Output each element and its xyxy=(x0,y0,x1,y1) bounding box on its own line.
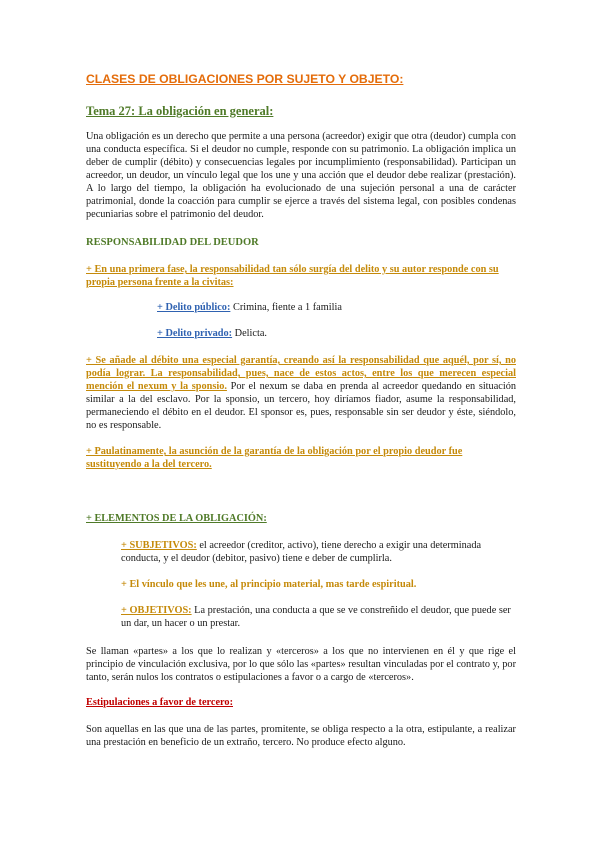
delito-publico-label: + Delito público: xyxy=(157,302,231,313)
tema-heading: Tema 27: La obligación en general: xyxy=(86,104,274,118)
objetivos-label: + OBJETIVOS: xyxy=(121,605,192,616)
intro-paragraph: Una obligación es un derecho que permite a una persona (acreedor) exigir que otra (deudor) cumpla con una conducta específica. Si el deudor no cumple, responde con su patrimonio. La obligación implica un deber de cumplir (débito) y consecuencias legales por incumplimiento (responsabilidad). Participan un acreedor, un deudor, un vínculo legal que los une y una acción que el deudor debe realizar (prestación). A lo largo del tiempo, la obligación ha evolucionado de una sujeción personal a una de carácter patrimonial, donde la coacción para cumplir se ejerce a través del sistema legal, con posibles condenas pecuniarias sobre el patrimonio del deudor. xyxy=(86,131,516,220)
garantia-paragraph xyxy=(86,354,516,432)
paulatinamente-paragraph: + Paulatinamente, la asunción de la garantía de la obligación por el propio deudor fue sustituyendo a la del tercero. xyxy=(86,446,463,470)
delito-privado-text: Delicta. xyxy=(232,328,267,339)
subjetivos-label: + SUBJETIVOS: xyxy=(121,540,197,551)
estipulaciones-heading: Estipulaciones a favor de tercero: xyxy=(86,697,233,708)
vinculo-item: + El vínculo que les une, al principio material, mas tarde espiritual. xyxy=(121,579,417,590)
delito-publico-text: Crimina, fiente a 1 familia xyxy=(230,302,342,313)
objetivos-item xyxy=(121,604,516,630)
document-title: CLASES DE OBLIGACIONES POR SUJETO Y OBJETO: xyxy=(86,72,404,86)
estipulaciones-paragraph: Son aquellas en las que una de las partes, promitente, se obliga respecto a la otra, estipulante, a realizar una prestación en beneficio de un extraño, tercero. No produce efecto alguno. xyxy=(86,724,516,748)
delito-privado-line xyxy=(157,327,517,340)
partes-paragraph: Se llaman «partes» a los que lo realizan y «terceros» a los que no intervienen en él y que rige el principio de vinculación exclusiva, por lo que sólo las «partes» resultan vinculadas por el contrato y, por tanto, serán nulos los contratos o estipulaciones a favor o a cargo de «terceros». xyxy=(86,646,516,683)
primera-fase-paragraph: + En una primera fase, la responsabilidad tan sólo surgía del delito y su autor responde con su propia persona frente a la civitas: xyxy=(86,264,499,288)
subjetivos-text: el acreedor (creditor, activo), tiene derecho a exigir una determinada conducta, y el deudor (debitor, pasivo) tiene e deber de cumplirla. xyxy=(121,540,482,564)
delito-publico-line xyxy=(157,301,517,314)
garantia-rest: Por el nexum se daba en prenda al acreedor quedando en situación similar a la del esclavo. Por la sponsio, un tercero, hoy diríamos fiador, asume la responsabilidad, permaneciendo el débito en el deudor. El sponsor es, pues, responsable sin ser deudor y éste, siéndolo, no es responsable. xyxy=(86,381,516,431)
elementos-heading: + ELEMENTOS DE LA OBLIGACIÓN: xyxy=(86,513,267,524)
responsabilidad-heading: RESPONSABILIDAD DEL DEUDOR xyxy=(86,237,259,248)
delito-privado-label: + Delito privado: xyxy=(157,328,233,339)
garantia-highlight: + Se añade al débito una especial garantía, creando así la responsabilidad que aquél, por sí, no podía lograr. La responsabilidad, pues, nace de estos actos, entre los que merecen especial mención el nexum y la sponsio. xyxy=(86,355,516,392)
subjetivos-item xyxy=(121,539,516,565)
objetivos-text: La prestación, una conducta a que se ve constreñido el deudor, que puede ser un dar, un hacer o un prestar. xyxy=(121,605,511,629)
